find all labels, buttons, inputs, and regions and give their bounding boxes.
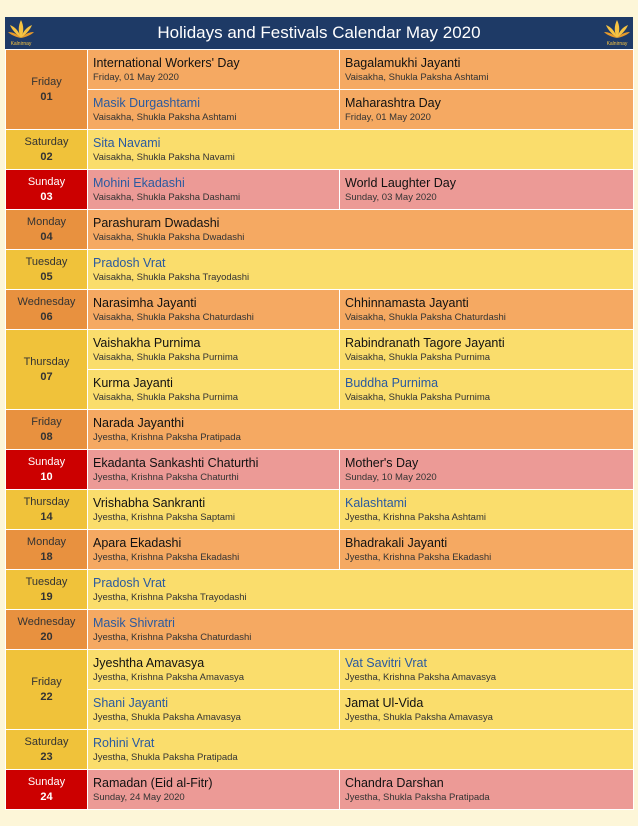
date-number: 01 [40,90,53,103]
event-link[interactable]: Pradosh Vrat [93,575,166,590]
event-name: International Workers' Day [93,55,240,70]
day-cell [6,570,88,610]
event-detail: Vaisakha, Shukla Paksha Navami [93,151,235,163]
weekday-label: Friday [31,75,62,88]
event-link[interactable]: Sita Navami [93,135,161,150]
event-cell [88,770,340,810]
event-name: Ekadanta Sankashti Chaturthi [93,455,259,470]
event-cell[interactable] [88,130,634,170]
weekday-label: Saturday [24,135,69,148]
weekday-label: Wednesday [17,615,76,628]
event-link[interactable]: Masik Durgashtami [93,95,200,110]
event-cell[interactable] [88,90,340,130]
event-name: Apara Ekadashi [93,535,182,550]
event-cell [88,450,340,490]
event-name: Maharashtra Day [345,95,441,110]
day-cell [6,730,88,770]
event-detail: Sunday, 10 May 2020 [345,471,437,483]
event-name: Parashuram Dwadashi [93,215,220,230]
date-number: 19 [40,590,53,603]
day-cell [6,330,88,410]
event-detail: Jyestha, Shukla Paksha Pratipada [345,791,490,803]
weekday-label: Friday [31,675,62,688]
event-link[interactable]: Buddha Purnima [345,375,439,390]
event-cell[interactable] [340,650,634,690]
lotus-logo-icon [7,18,35,48]
event-detail: Vaisakha, Shukla Paksha Ashtami [93,111,237,123]
table-row [6,570,634,610]
event-detail: Jyestha, Shukla Paksha Amavasya [345,711,493,723]
event-detail: Jyestha, Krishna Paksha Ekadashi [93,551,240,563]
event-detail: Jyestha, Shukla Paksha Amavasya [93,711,241,723]
event-detail: Sunday, 03 May 2020 [345,191,437,203]
event-name: Mother's Day [345,455,419,470]
event-name: World Laughter Day [345,175,456,190]
day-cell [6,130,88,170]
event-name: Bhadrakali Jayanti [345,535,448,550]
event-cell [88,490,340,530]
table-row [6,490,634,530]
event-link[interactable]: Vat Savitri Vrat [345,655,427,670]
event-link[interactable]: Rohini Vrat [93,735,155,750]
weekday-label: Saturday [24,735,69,748]
lotus-logo-icon [603,18,631,48]
event-detail: Vaisakha, Shukla Paksha Dashami [93,191,241,203]
event-cell [340,530,634,570]
event-cell [340,450,634,490]
table-row [6,410,634,450]
weekday-label: Wednesday [17,295,76,308]
day-cell [6,210,88,250]
table-row [6,250,634,290]
date-number: 10 [40,470,53,483]
day-cell [6,610,88,650]
event-cell [88,50,340,90]
event-detail: Vaisakha, Shukla Paksha Purnima [345,391,491,403]
event-name: Jyeshtha Amavasya [93,655,205,670]
event-detail: Jyestha, Krishna Paksha Chaturdashi [93,631,252,643]
event-detail: Jyestha, Krishna Paksha Ekadashi [345,551,492,563]
weekday-label: Monday [26,535,67,548]
event-link[interactable]: Masik Shivratri [93,615,175,630]
table-row [6,690,634,730]
day-cell [6,650,88,730]
table-row [6,730,634,770]
event-name: Bagalamukhi Jayanti [345,55,461,70]
event-cell[interactable] [88,610,634,650]
date-number: 03 [40,190,53,203]
weekday-label: Thursday [23,355,70,368]
event-detail: Vaisakha, Shukla Paksha Dwadashi [93,231,245,243]
event-cell[interactable] [88,570,634,610]
event-detail: Vaisakha, Shukla Paksha Chaturdashi [345,311,506,323]
table-row [6,50,634,90]
event-cell [340,170,634,210]
date-number: 23 [40,750,53,763]
table-row [6,330,634,370]
event-name: Rabindranath Tagore Jayanti [345,335,505,350]
event-detail: Jyestha, Krishna Paksha Amavasya [93,671,245,683]
calendar-page [5,17,633,810]
weekday-label: Sunday [27,455,66,468]
event-name: Chhinnamasta Jayanti [345,295,469,310]
table-row [6,450,634,490]
event-name: Kurma Jayanti [93,375,173,390]
event-cell [88,650,340,690]
weekday-label: Thursday [23,495,70,508]
event-cell [88,410,634,450]
event-detail: Jyestha, Krishna Paksha Pratipada [93,431,241,443]
event-detail: Jyestha, Krishna Paksha Saptami [93,511,236,523]
table-row [6,530,634,570]
date-number: 18 [40,550,53,563]
day-cell [6,490,88,530]
date-number: 14 [40,510,53,523]
event-cell[interactable] [88,250,634,290]
table-row [6,90,634,130]
day-cell [6,290,88,330]
event-name: Vaishakha Purnima [93,335,201,350]
event-cell[interactable] [340,490,634,530]
event-link[interactable]: Mohini Ekadashi [93,175,185,190]
weekday-label: Tuesday [25,255,68,268]
logo-caption: Kalnirnay [10,41,32,47]
event-cell [88,370,340,410]
event-name: Vrishabha Sankranti [93,495,206,510]
event-detail: Vaisakha, Shukla Paksha Ashtami [345,71,489,83]
date-number: 20 [40,630,53,643]
event-detail: Friday, 01 May 2020 [93,71,179,83]
date-number: 02 [40,150,53,163]
calendar-table [5,49,634,810]
event-link[interactable]: Pradosh Vrat [93,255,166,270]
event-detail: Vaisakha, Shukla Paksha Chaturdashi [93,311,254,323]
logo-caption: Kalnirnay [606,41,628,47]
event-cell [88,530,340,570]
table-row [6,210,634,250]
event-cell[interactable] [340,370,634,410]
weekday-label: Sunday [27,175,66,188]
weekday-label: Monday [26,215,67,228]
event-cell [340,50,634,90]
day-cell [6,450,88,490]
event-cell[interactable] [88,730,634,770]
event-name: Narasimha Jayanti [93,295,197,310]
event-detail: Jyestha, Shukla Paksha Pratipada [93,751,238,763]
event-cell [88,210,634,250]
date-number: 07 [40,370,53,383]
event-link[interactable]: Kalashtami [345,495,407,510]
table-row [6,770,634,810]
event-cell [340,290,634,330]
date-number: 05 [40,270,53,283]
table-row [6,610,634,650]
day-cell [6,530,88,570]
date-number: 24 [40,790,53,803]
event-detail: Vaisakha, Shukla Paksha Purnima [93,391,239,403]
event-cell [340,90,634,130]
date-number: 06 [40,310,53,323]
table-row [6,370,634,410]
event-detail: Vaisakha, Shukla Paksha Trayodashi [93,271,250,283]
event-detail: Jyestha, Krishna Paksha Amavasya [345,671,497,683]
event-detail: Vaisakha, Shukla Paksha Purnima [345,351,491,363]
table-row [6,650,634,690]
event-detail: Sunday, 24 May 2020 [93,791,185,803]
day-cell [6,770,88,810]
event-link[interactable]: Shani Jayanti [93,695,169,710]
event-detail: Jyestha, Krishna Paksha Chaturthi [93,471,239,483]
page-title: Holidays and Festivals Calendar May 2020 [157,23,481,42]
weekday-label: Friday [31,415,62,428]
event-name: Jamat Ul-Vida [345,695,424,710]
event-cell[interactable] [88,690,340,730]
event-cell [88,330,340,370]
day-cell [6,250,88,290]
event-cell [340,330,634,370]
event-detail: Friday, 01 May 2020 [345,111,431,123]
date-number: 08 [40,430,53,443]
day-cell [6,170,88,210]
weekday-label: Sunday [27,775,66,788]
event-detail: Vaisakha, Shukla Paksha Purnima [93,351,239,363]
event-cell [340,770,634,810]
event-detail: Jyestha, Krishna Paksha Trayodashi [93,591,247,603]
event-name: Ramadan (Eid al-Fitr) [93,775,213,790]
event-name: Narada Jayanthi [93,415,185,430]
event-detail: Jyestha, Krishna Paksha Ashtami [345,511,486,523]
table-row [6,290,634,330]
table-row [6,130,634,170]
weekday-label: Tuesday [25,575,68,588]
calendar-header [5,17,633,49]
event-cell [88,290,340,330]
date-number: 22 [40,690,53,703]
day-cell [6,50,88,130]
event-cell[interactable] [88,170,340,210]
event-name: Chandra Darshan [345,775,444,790]
day-cell [6,410,88,450]
event-cell [340,690,634,730]
date-number: 04 [40,230,53,243]
table-row [6,170,634,210]
